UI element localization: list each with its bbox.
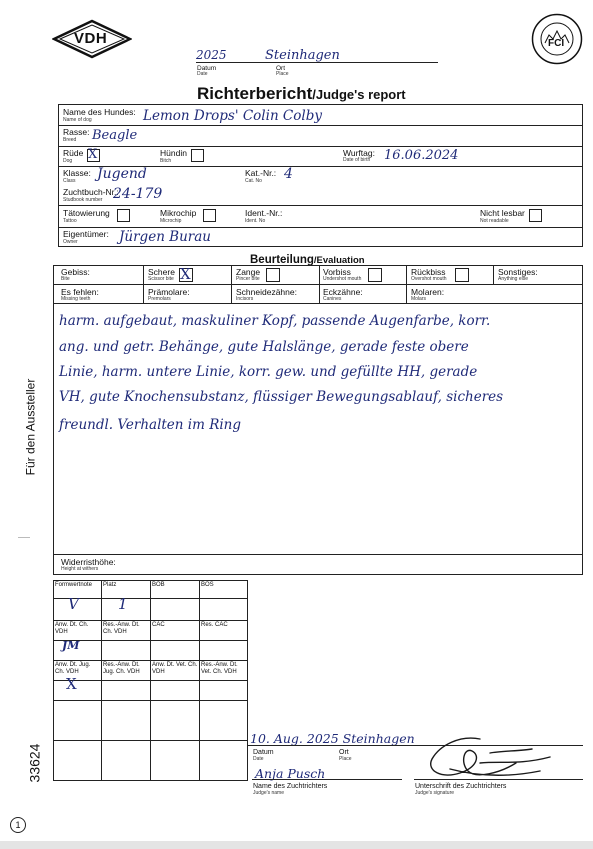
result-value-cell xyxy=(151,681,200,701)
evaluation-line: Linie, harm. untere Linie, korr. gew. und gefüllte HH, gerade xyxy=(59,364,478,380)
header-place-sub: Place xyxy=(276,71,289,77)
catno-sub: Cat. No xyxy=(245,178,262,184)
vdh-logo xyxy=(52,19,132,59)
result-label: Anw. Dt. Jug. Ch. VDH xyxy=(55,662,91,675)
dob-sub: Date of birth xyxy=(343,157,371,163)
bob-value-cell xyxy=(151,599,200,621)
catno-value: 4 xyxy=(284,166,293,182)
result-label: Res.-Anw. Dt. Ch. VDH xyxy=(103,622,140,635)
judge-name-label: Name des Zuchtrichters xyxy=(253,783,328,790)
judge-name-sub: Judge's name xyxy=(253,790,284,796)
overshot-sub: Overshot mouth xyxy=(411,276,447,282)
breed-label: Rasse: xyxy=(63,127,90,137)
sig-date-sub: Date xyxy=(253,756,264,762)
fci-logo-text: FCI xyxy=(548,38,565,49)
dog-name-value: Lemon Drops' Colin Colby xyxy=(143,108,322,124)
result-label-cell xyxy=(102,621,151,641)
notreadable-sub: Not readable xyxy=(480,218,509,224)
empty-cell xyxy=(54,741,102,781)
chip-label: Mikrochip xyxy=(160,208,197,218)
result-label-cell xyxy=(151,621,200,641)
owner-value: Jürgen Burau xyxy=(119,229,211,245)
exhibitor-side-label: Für den Aussteller xyxy=(23,378,38,476)
bite-label: Gebiss: xyxy=(61,267,90,277)
place-label: Platz xyxy=(103,582,117,588)
evaluation-text-area xyxy=(53,304,583,555)
result-label-cell xyxy=(102,661,151,681)
bob-label: BOB xyxy=(152,582,165,588)
female-checkbox[interactable] xyxy=(191,149,204,162)
result-label: Anw. Dt. Vet. Ch. VDH xyxy=(152,662,198,675)
male-check-mark: X xyxy=(88,147,98,162)
result-label: Res.-Anw. Dt. Vet. Ch. VDH xyxy=(201,662,238,675)
owner-label: Eigentümer: xyxy=(63,229,109,239)
overshot-checkbox[interactable] xyxy=(455,268,469,282)
scissor-sub: Scissor bite xyxy=(148,276,174,282)
pincer-checkbox[interactable] xyxy=(266,268,280,282)
breed-sub: Breed xyxy=(63,137,77,143)
result-label-cell xyxy=(200,661,248,681)
sig-place-sub: Place xyxy=(339,756,352,762)
ident-sub: Ident. No xyxy=(245,218,266,224)
breed-value: Beagle xyxy=(92,128,138,143)
female-sub: Bitch xyxy=(160,158,172,164)
missing-label: Es fehlen: xyxy=(61,287,99,297)
result-label-cell xyxy=(151,661,200,681)
empty-cell xyxy=(151,701,200,741)
evaluation-line: VH, gute Knochensubstanz, flüssiger Bewegungsablauf, sicheres xyxy=(59,389,504,405)
bos-label: BOS xyxy=(201,582,214,588)
evaluation-title-suffix: /Evaluation xyxy=(313,255,365,266)
empty-cell xyxy=(200,741,248,781)
result-value-cell xyxy=(54,641,102,661)
studbook-label: Zuchtbuch-Nr.: xyxy=(63,187,119,197)
incisors-label: Schneidezähne: xyxy=(236,287,297,297)
place-value-cell xyxy=(102,595,151,621)
report-title-main: Richterbericht xyxy=(197,84,313,103)
bos-cell xyxy=(200,581,248,599)
chip-checkbox[interactable] xyxy=(203,209,216,222)
class-label: Klasse: xyxy=(63,168,91,178)
dog-name-sub: Name of dog xyxy=(63,117,92,123)
scissor-check-mark: X xyxy=(180,265,191,283)
pincer-sub: Pincer bite xyxy=(236,276,260,282)
undershot-sub: Undershot mouth xyxy=(323,276,362,282)
grade-value-cell xyxy=(54,595,102,621)
judge-sig-label: Unterschrift des Zuchtrichters xyxy=(415,783,507,790)
empty-cell xyxy=(102,741,151,781)
dob-label: Wurftag: xyxy=(343,148,375,158)
missing-sub: Missing teeth xyxy=(61,296,91,302)
molars-label: Molaren: xyxy=(411,287,445,297)
result-value-cell xyxy=(102,681,151,701)
sig-date-label: Datum xyxy=(253,749,274,756)
empty-cell xyxy=(102,701,151,741)
bob-cell xyxy=(151,581,200,599)
chip-sub: Microchip xyxy=(160,218,182,224)
evaluation-line: harm. aufgebaut, maskuliner Kopf, passende Augenfarbe, korr. xyxy=(59,313,491,329)
tattoo-checkbox[interactable] xyxy=(117,209,130,222)
molars-sub: Molars xyxy=(411,296,427,302)
vdh-logo-text: VDH xyxy=(74,30,108,47)
other-sub: Anything else xyxy=(498,276,529,282)
undershot-checkbox[interactable] xyxy=(368,268,382,282)
studbook-sub: Studbook number xyxy=(63,197,103,203)
ident-label: Ident.-Nr.: xyxy=(245,208,283,218)
canines-label: Eckzähne: xyxy=(323,287,363,297)
row3-mark: X xyxy=(66,675,77,693)
bottom-strip xyxy=(0,841,593,849)
result-label: CAC xyxy=(152,622,165,628)
notreadable-label: Nicht lesbar xyxy=(480,208,525,218)
male-label: Rüde xyxy=(63,148,84,158)
bite-sub: Bite xyxy=(61,276,70,282)
judge-signature-icon xyxy=(420,733,560,783)
result-value-cell xyxy=(200,641,248,661)
header-place-value: Steinhagen xyxy=(265,48,340,63)
row2-mark: JM xyxy=(62,639,80,652)
class-sub: Class xyxy=(63,178,76,184)
signature-date-place-value: 10. Aug. 2025 Steinhagen xyxy=(250,731,415,746)
form-number: 33624 xyxy=(26,743,43,783)
dob-value: 16.06.2024 xyxy=(384,148,459,163)
evaluation-title-main: Beurteilung xyxy=(250,254,314,266)
female-label: Hündin xyxy=(160,148,187,158)
premolars-label: Prämolare: xyxy=(148,287,190,297)
result-label-cell xyxy=(200,621,248,641)
report-title-suffix: /Judge's report xyxy=(312,87,406,102)
grade-value: V xyxy=(68,595,79,613)
result-label-cell xyxy=(54,661,102,681)
result-value-cell xyxy=(200,681,248,701)
bos-value-cell xyxy=(200,599,248,621)
evaluation-line: freundl. Verhalten im Ring xyxy=(59,417,242,433)
empty-cell xyxy=(151,741,200,781)
result-value-cell xyxy=(102,641,151,661)
overshot-label: Rückbiss xyxy=(411,267,446,277)
male-sub: Dog xyxy=(63,158,73,164)
result-value-cell xyxy=(151,641,200,661)
incisors-sub: Incisors xyxy=(236,296,254,302)
undershot-label: Vorbiss xyxy=(323,267,351,277)
fci-logo xyxy=(531,13,583,65)
dog-name-label: Name des Hundes: xyxy=(63,107,136,117)
scissor-checkbox[interactable] xyxy=(179,265,193,283)
class-value: Jugend xyxy=(97,166,147,182)
judge-sig-sub: Judge's signature xyxy=(415,790,455,796)
tattoo-sub: Tattoo xyxy=(63,218,77,224)
studbook-value: 24-179 xyxy=(113,186,163,202)
height-sub: Height at withers xyxy=(61,566,99,572)
notreadable-checkbox[interactable] xyxy=(529,209,542,222)
results-table xyxy=(53,580,248,781)
empty-cell xyxy=(54,701,102,741)
header-date-value: 2025 xyxy=(196,48,227,62)
male-checkbox[interactable] xyxy=(87,149,100,162)
judge-name-value: Anja Pusch xyxy=(255,766,326,781)
other-label: Sonstiges: xyxy=(498,267,538,277)
height-label: Widerristhöhe: xyxy=(61,557,116,567)
tattoo-label: Tätowierung xyxy=(63,208,110,218)
grade-label: Formwertnote xyxy=(55,582,93,588)
pincer-label: Zange xyxy=(236,267,261,277)
owner-sub: Owner xyxy=(63,239,78,245)
scissor-label: Schere xyxy=(148,267,175,277)
result-value-cell xyxy=(54,675,102,701)
catno-label: Kat.-Nr.: xyxy=(245,168,277,178)
height-field xyxy=(53,555,583,575)
sig-place-label: Ort xyxy=(339,749,349,756)
page-number-text: 1 xyxy=(15,820,21,830)
result-label: Anw. Dt. Ch. VDH xyxy=(55,622,89,635)
header-date-label: Datum xyxy=(197,65,217,72)
result-label-cell xyxy=(54,621,102,641)
place-value: 1 xyxy=(118,595,128,613)
premolars-sub: Premolars xyxy=(148,296,171,302)
canines-sub: Canines xyxy=(323,296,342,302)
header-place-label: Ort xyxy=(276,65,286,72)
result-label: Res.-Anw. Dt. Jug. Ch. VDH xyxy=(103,662,140,675)
empty-cell xyxy=(200,701,248,741)
result-label: Res. CAC xyxy=(201,622,228,628)
report-title xyxy=(197,84,406,104)
header-date-sub: Date xyxy=(197,71,208,77)
evaluation-line: ang. und getr. Behänge, gute Halslänge, gerade feste obere xyxy=(59,339,469,355)
page-number xyxy=(10,817,26,833)
